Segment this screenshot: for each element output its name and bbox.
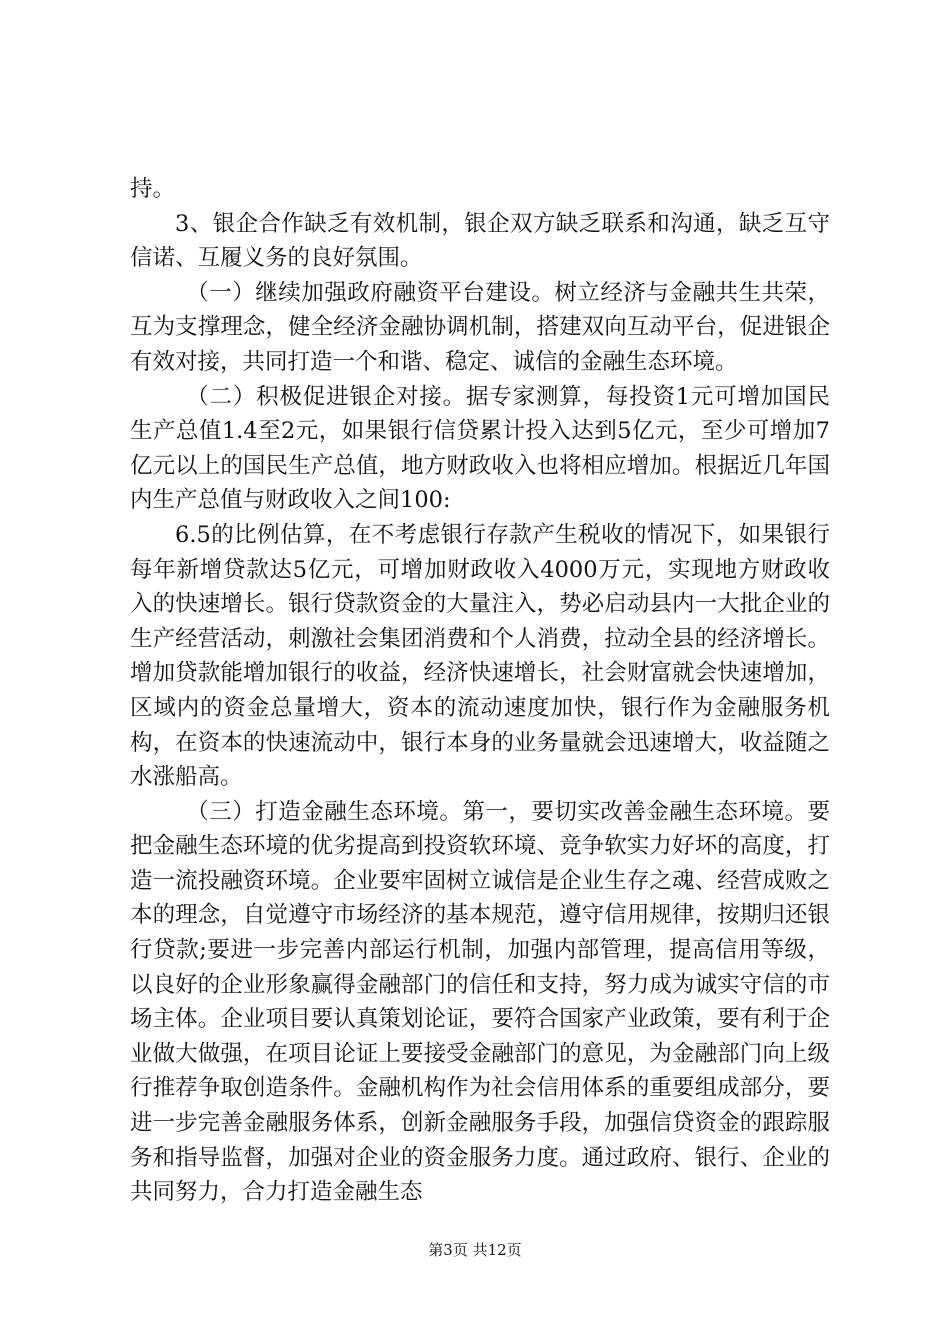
page-number-footer: 第3页 共12页	[428, 1241, 522, 1259]
paragraph-continuation: 持。	[130, 176, 176, 202]
document-body	[130, 172, 830, 1210]
paragraph-item-3: 3、银企合作缺乏有效机制，银企双方缺乏联系和沟通，缺乏互守信诺、互履义务的良好氛围。	[130, 210, 830, 272]
paragraph-section-3: （三）打造金融生态环境。第一，要切实改善金融生态环境。要把金融生态环境的优劣提高到投资软环境、竞争软实力好坏的高度，打造一流投融资环境。企业要牢固树立诚信是企业生存之魂、经营成败之本的理念，自觉遵守市场经济的基本规范，遵守信用规律，按期归还银行贷款;要进一步完善内部运行机制，加强内部管理，提高信用等级，以良好的企业形象赢得金融部门的信任和支持，努力成为诚实守信的市场主体。企业项目要认真策划论证，要符合国家产业政策，要有利于企业做大做强，在项目论证上要接受金融部门的意见，为金融部门向上级行推荐争取创造条件。金融机构作为社会信用体系的重要组成部分，要进一步完善金融服务体系，创新金融服务手段，加强信贷资金的跟踪服务和指导监督，加强对企业的资金服务力度。通过政府、银行、企业的共同努力，合力打造金融生态	[130, 798, 830, 1206]
paragraph-section-2: （二）积极促进银企对接。据专家测算，每投资1元可增加国民生产总值1.4至2元，如果银行信贷累计投入达到5亿元，至少可增加7亿元以上的国民生产总值，地方财政收入也将相应增加。根据近几年国内生产总值与财政收入之间100:	[130, 383, 830, 514]
paragraph-section-2-continued: 6.5的比例估算，在不考虑银行存款产生税收的情况下，如果银行每年新增贷款达5亿元，可增加财政收入4000万元，实现地方财政收入的快速增长。银行贷款资金的大量注入，势必启动县内一大批企业的生产经营活动，刺激社会集团消费和个人消费，拉动全县的经济增长。增加贷款能增加银行的收益，经济快速增长，社会财富就会快速增加，区域内的资金总量增大，资本的流动速度加快，银行作为金融服务机构，在资本的快速流动中，银行本身的业务量就会迅速增大，收益随之水涨船高。	[130, 521, 830, 791]
paragraph-section-1: （一）继续加强政府融资平台建设。树立经济与金融共生共荣，互为支撑理念，健全经济金融协调机制，搭建双向互动平台，促进银企有效对接，共同打造一个和谐、稳定、诚信的金融生态环境。	[130, 279, 830, 375]
